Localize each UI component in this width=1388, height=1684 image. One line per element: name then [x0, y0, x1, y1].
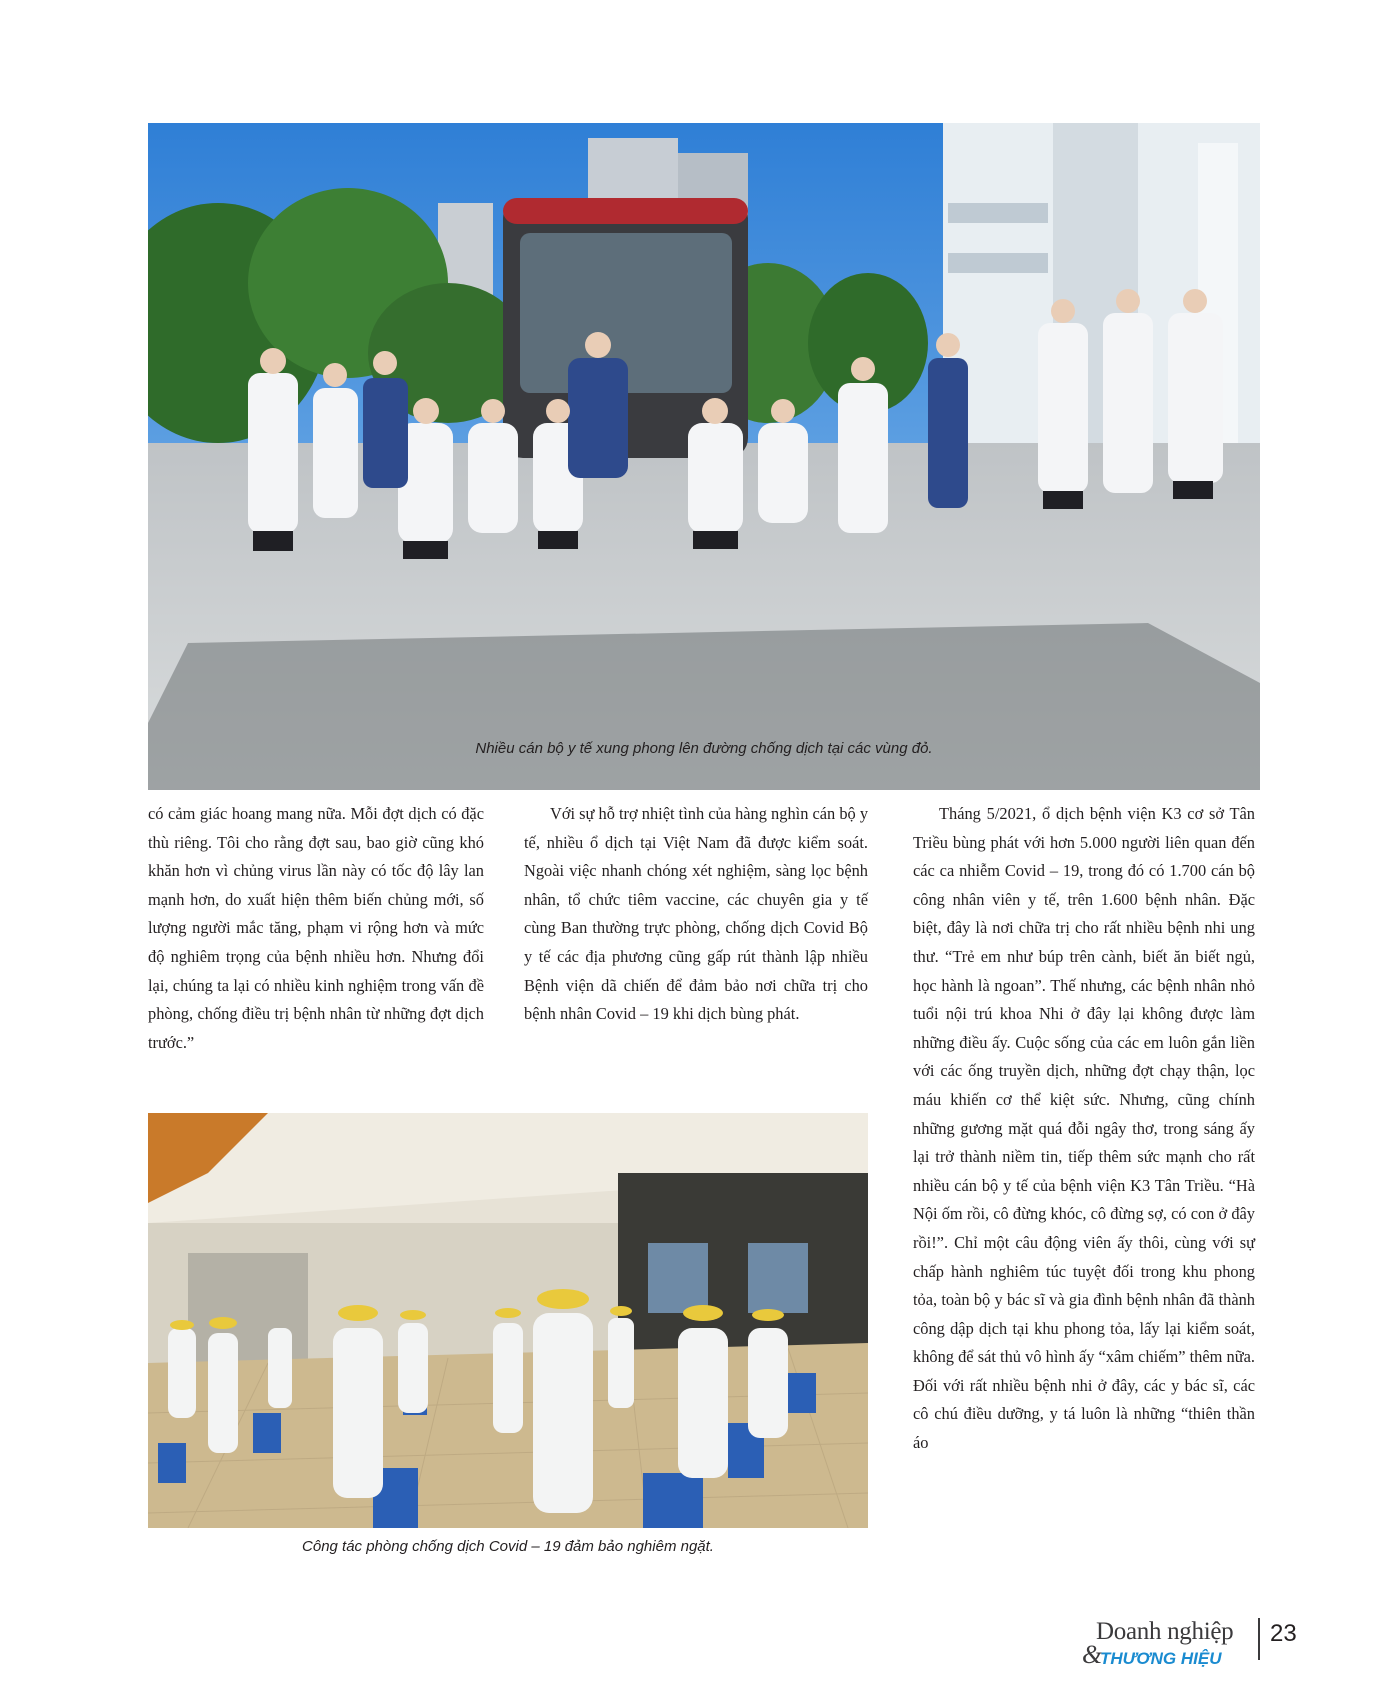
logo-text-doanh-nghiep: Doanh nghiệp	[1096, 1618, 1234, 1645]
magazine-logo	[1082, 1618, 1232, 1672]
photo-caption-1: Nhiều cán bộ y tế xung phong lên đường chống dịch tại các vùng đỏ.	[475, 740, 933, 757]
logo-text-thuong-hieu: THƯƠNG HIỆU	[1100, 1649, 1222, 1668]
footer-divider	[1258, 1618, 1260, 1660]
page-number: 23	[1270, 1620, 1297, 1647]
text-column-middle	[524, 800, 868, 1029]
paragraph: Tháng 5/2021, ổ dịch bệnh viện K3 cơ sở Tân Triều bùng phát với hơn 5.000 người liên quan đến các ca nhiễm Covid – 19, trong đó có 1.700 cán bộ công nhân viên y tế, trên 1.600 bệnh nhân. Đặc biệt, đây là nơi chữa trị cho rất nhiều bệnh nhi ung thư. “Trẻ em như búp trên cành, biết ăn biết ngủ, học hành là ngoan”. Thế nhưng, các bệnh nhân nhỏ tuổi nội trú khoa Nhi ở đây lại không được làm những điều ấy. Cuộc sống của các em luôn gắn liền với các ống truyền dịch, những đợt chạy thận, lọc máu khiến cơ thể kiệt sức. Nhưng, cũng chính những gương mặt quá đỗi ngây thơ, trong sáng ấy lại trở thành niềm tin, tiếp thêm sức mạnh cho rất nhiều cán bộ y tế của bệnh viện K3 Tân Triều. “Hà Nội ốm rồi, cô đừng khóc, cô đừng sợ, có con ở đây rồi!”. Chỉ một câu động viên ấy thôi, cùng với sự chấp hành nghiêm túc tuyệt đối trong khu phong tỏa, toàn bộ y bác sĩ và gia đình bệnh nhân đã thành công dập dịch tại khu phong tỏa, lấy lại kiểm soát, không để sát thủ vô hình ấy “xâm chiếm” thêm nữa. Đối với rất nhiều bệnh nhi ở đây, các y bác sĩ, các cô chú điều dưỡng, y tá luôn là những “thiên thần áo	[913, 804, 1255, 1453]
photo-medical-team-bus	[148, 123, 1260, 790]
text-column-left	[148, 800, 484, 1057]
logo-ampersand: &	[1082, 1640, 1103, 1669]
paragraph: có cảm giác hoang mang nữa. Mỗi đợt dịch có đặc thù riêng. Tôi cho rằng đợt sau, bao giờ cũng khó khăn hơn vì chủng virus lần này có tốc độ lây lan mạnh hơn, do xuất hiện thêm biến chủng mới, số lượng người mắc tăng, phạm vi rộng hơn và mức độ nghiêm trọng của bệnh nhiều hơn. Nhưng đổi lại, chúng ta lại có nhiều kinh nghiệm trong vấn đề phòng, chống điều trị bệnh nhân từ những đợt dịch trước.”	[148, 804, 484, 1052]
photo-protective-suits-image	[148, 1113, 868, 1528]
photo-medical-team-bus-image	[148, 123, 1260, 790]
paragraph: Với sự hỗ trợ nhiệt tình của hàng nghìn cán bộ y tế, nhiều ổ dịch tại Việt Nam đã được kiểm soát. Ngoài việc nhanh chóng xét nghiệm, sàng lọc bệnh nhân, tổ chức tiêm vaccine, các chuyên gia y tế cùng Ban thường trực phòng, chống dịch Covid Bộ y tế các địa phương cũng gấp rút thành lập nhiều Bệnh viện dã chiến để đảm bảo nơi chữa trị cho bệnh nhân Covid – 19 khi dịch bùng phát.	[524, 804, 869, 1024]
photo-caption-2: Công tác phòng chống dịch Covid – 19 đảm bảo nghiêm ngặt.	[302, 1538, 714, 1555]
photo-protective-suits	[148, 1113, 868, 1528]
text-column-right	[913, 800, 1255, 1458]
